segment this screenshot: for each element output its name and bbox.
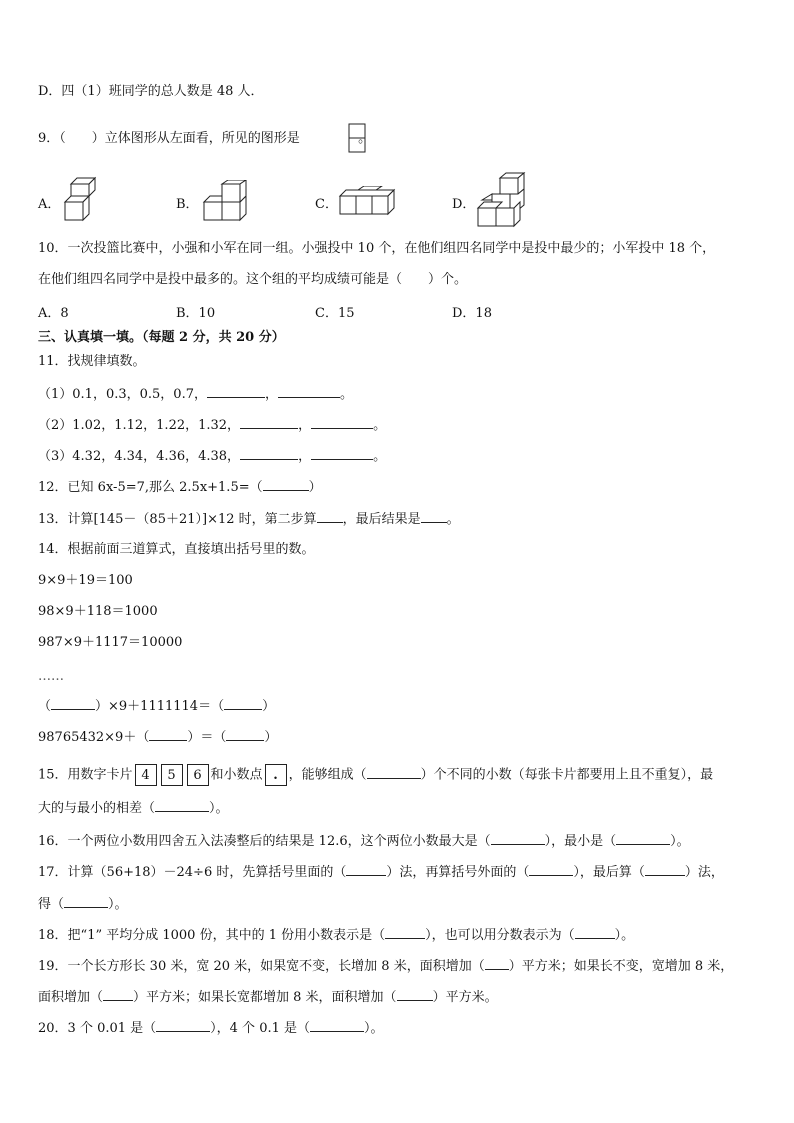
q20 <box>38 1019 384 1038</box>
q17-mid3: ）法， <box>684 865 724 880</box>
q9-stem-end: 。 <box>358 131 372 146</box>
answer-blank[interactable] <box>149 728 187 741</box>
q14-equation-2: 98×9＋118＝1000 <box>38 604 158 619</box>
answer-blank[interactable] <box>367 766 421 779</box>
digit-card: 6 <box>187 764 209 786</box>
q17-line2-text: 得（ <box>38 897 65 912</box>
cube-stack-a-figure <box>62 174 96 222</box>
q17-line2 <box>38 895 128 914</box>
q13-end: 。 <box>446 512 460 527</box>
q14-fill-1-mid: ）×9＋1111114＝（ <box>95 699 225 714</box>
q19-line2 <box>38 988 498 1007</box>
answer-blank[interactable] <box>263 478 309 491</box>
answer-blank[interactable] <box>575 926 615 939</box>
q14-fill-1 <box>38 697 275 716</box>
period: 。 <box>373 449 387 464</box>
answer-blank[interactable] <box>346 863 386 876</box>
q14-stem: 14．根据前面三道算式，直接填出括号里的数。 <box>38 542 315 557</box>
digit-card: 5 <box>161 764 183 786</box>
answer-blank[interactable] <box>207 385 265 398</box>
separator: ， <box>264 387 278 402</box>
q17-mid2: ），最后算（ <box>573 865 645 880</box>
cube-stack-d-figure <box>474 172 528 228</box>
answer-blank[interactable] <box>397 988 433 1001</box>
answer-blank[interactable] <box>226 728 264 741</box>
q15-line2 <box>38 799 229 818</box>
answer-blank[interactable] <box>51 697 95 710</box>
q14-fill-2-open: 98765432×9＋（ <box>38 730 150 745</box>
q18-mid: ），也可以用分数表示为（ <box>425 928 575 943</box>
answer-blank[interactable] <box>103 988 133 1001</box>
q10-option-b: B．10 <box>176 306 216 321</box>
q15-end: ）。 <box>209 801 229 816</box>
q15-and-dot: 和小数点 <box>210 767 263 783</box>
q10-line1: 10．一次投篮比赛中，小强和小军在同一组。小强投中 10 个，在他们组四名同学中是投中最少的；小军投中 18 个， <box>38 241 716 256</box>
q11-stem: 11．找规律填数。 <box>38 354 146 369</box>
q11-sub2-text: （2）1.02，1.12，1.22，1.32， <box>38 418 241 433</box>
q20-text: 20．3 个 0.01 是（ <box>38 1021 157 1036</box>
q10-option-d: D．18 <box>452 306 492 321</box>
q20-mid: ），4 个 0.1 是（ <box>210 1021 310 1036</box>
q19-mid2: ）平方米；如果长宽都增加 8 米，面积增加（ <box>133 990 397 1005</box>
answer-blank[interactable] <box>310 1019 364 1032</box>
q12 <box>38 478 322 497</box>
q9-option-a-label: A． <box>38 197 61 212</box>
q13-mid: ，最后结果是 <box>342 512 421 527</box>
q17-line1 <box>38 863 724 882</box>
answer-blank[interactable] <box>156 1019 210 1032</box>
q9-option-d-label: D． <box>452 197 476 212</box>
answer-blank[interactable] <box>529 863 573 876</box>
separator: ， <box>298 418 312 433</box>
q11-sub3 <box>38 447 386 466</box>
q11-sub3-text: （3）4.32，4.34，4.36，4.38， <box>38 449 241 464</box>
q20-end: ）。 <box>364 1021 384 1036</box>
section-3-title: 三、认真填一填。（每题 2 分，共 20 分） <box>38 330 285 345</box>
cube-row-c-figure <box>338 186 402 216</box>
q8-option-d: D．四（1）班同学的总人数是 48 人． <box>38 84 264 99</box>
q11-sub1 <box>38 385 353 404</box>
q14-fill-1-close: ） <box>262 699 276 714</box>
q14-fill-2-close: ） <box>264 730 278 745</box>
q19-line1 <box>38 957 733 976</box>
q14-equation-1: 9×9＋19＝100 <box>38 573 133 588</box>
answer-blank[interactable] <box>64 895 108 908</box>
q17-end: ）。 <box>108 897 128 912</box>
q10-option-c: C．15 <box>315 306 355 321</box>
answer-blank[interactable] <box>421 510 447 523</box>
q17-text: 17．计算（56+18）－24÷6 时，先算括号里面的（ <box>38 865 347 880</box>
digit-card: 4 <box>135 764 157 786</box>
q9-option-b-label: B． <box>176 197 199 212</box>
q9-stem-text: 9．（ ）立体图形从左面看，所见的图形是 <box>38 131 300 146</box>
answer-blank[interactable] <box>311 416 373 429</box>
answer-blank[interactable] <box>645 863 685 876</box>
q14-fill-1-open: （ <box>38 699 52 714</box>
answer-blank[interactable] <box>317 510 343 523</box>
q19-text: 19．一个长方形长 30 米，宽 20 米，如果宽不变，长增加 8 米，面积增加（ <box>38 959 485 974</box>
q14-fill-2-mid: ）＝（ <box>187 730 227 745</box>
q18 <box>38 926 634 945</box>
q10-option-a: A．8 <box>38 306 69 321</box>
left-view-figure <box>348 123 368 155</box>
q10-line2: 在他们组四名同学中是投中最多的。这个组的平均成绩可能是（ ）个。 <box>38 272 468 287</box>
decimal-point-card: . <box>265 764 287 786</box>
answer-blank[interactable] <box>224 697 262 710</box>
q9-option-c-label: C． <box>315 197 338 212</box>
q15-line1 <box>38 764 713 786</box>
answer-blank[interactable] <box>155 799 209 812</box>
q16-end: ）。 <box>670 834 690 849</box>
answer-blank[interactable] <box>485 957 509 970</box>
answer-blank[interactable] <box>311 447 373 460</box>
q16 <box>38 832 690 851</box>
q12-close: ） <box>308 480 322 495</box>
q19-end: ）平方米。 <box>432 990 498 1005</box>
answer-blank[interactable] <box>491 832 545 845</box>
q15-text: 15．用数字卡片 <box>38 767 133 783</box>
q19-mid1: ）平方米；如果长不变，宽增加 8 米， <box>508 959 734 974</box>
q12-text: 12．已知 6x-5=7,那么 2.5x+1.5=（ <box>38 480 263 495</box>
answer-blank[interactable] <box>240 416 298 429</box>
q16-text: 16．一个两位小数用四舍五入法凑整后的结果是 12.6，这个两位小数最大是（ <box>38 834 491 849</box>
q15-mid: ，能够组成（ <box>288 767 367 783</box>
q13-text: 13．计算[145－（85＋21）]×12 时，第二步算 <box>38 512 317 527</box>
q16-mid: ），最小是（ <box>544 834 617 849</box>
q14-fill-2 <box>38 728 277 747</box>
q14-equation-3: 987×9＋1117＝10000 <box>38 635 183 650</box>
q19-line2-text: 面积增加（ <box>38 990 104 1005</box>
q13 <box>38 510 460 529</box>
q11-sub1-text: （1）0.1，0.3，0.5，0.7， <box>38 387 207 402</box>
q14-ellipsis: …… <box>38 669 64 684</box>
q17-mid1: ）法，再算括号外面的（ <box>386 865 530 880</box>
separator: ， <box>298 449 312 464</box>
q15-rest: ）个不同的小数（每张卡片都要用上且不重复），最 <box>420 767 714 783</box>
q18-text: 18．把“1” 平均分成 1000 份，其中的 1 份用小数表示是（ <box>38 928 386 943</box>
answer-blank[interactable] <box>385 926 425 939</box>
q15-line2-text: 大的与最小的相差（ <box>38 801 156 816</box>
answer-blank[interactable] <box>240 447 298 460</box>
period: 。 <box>339 387 353 402</box>
q18-end: ）。 <box>614 928 635 943</box>
answer-blank[interactable] <box>278 385 340 398</box>
answer-blank[interactable] <box>616 832 670 845</box>
q9-stem <box>38 130 371 148</box>
period: 。 <box>373 418 387 433</box>
q11-sub2 <box>38 416 386 435</box>
cube-stack-b-figure <box>202 180 248 222</box>
